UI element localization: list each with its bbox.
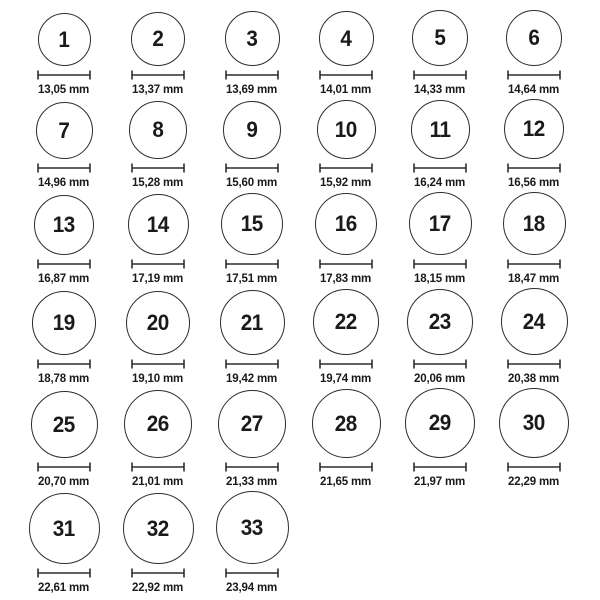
diameter-ruler-icon	[413, 259, 467, 269]
ring-circle	[223, 101, 281, 159]
ring-size-cell	[487, 99, 581, 190]
diameter-ruler-icon	[131, 70, 185, 80]
ring-size-number: 29	[428, 410, 452, 435]
diameter-ruler-icon	[37, 568, 91, 578]
diameter-label: 19,10 mm	[132, 371, 184, 385]
ring-size-number: 20	[146, 310, 170, 335]
diameter-label: 13,37 mm	[132, 82, 184, 96]
ring-circle	[131, 12, 185, 66]
ring-size-number: 27	[240, 411, 264, 436]
ring-size-number: 17	[428, 210, 452, 236]
diameter-ruler-icon	[131, 259, 185, 269]
diameter-ruler-icon	[37, 70, 91, 80]
ring-circle	[313, 289, 379, 355]
diameter-ruler-icon	[319, 259, 373, 269]
ring-circle	[38, 13, 91, 66]
ring-circle	[128, 194, 189, 255]
ring-circle	[225, 11, 280, 66]
diameter-ruler-icon	[131, 163, 185, 173]
ring-circle	[504, 99, 564, 159]
ring-size-number: 23	[428, 309, 452, 334]
diameter-label: 16,56 mm	[508, 175, 560, 189]
diameter-ruler-icon	[131, 462, 185, 472]
chart-row	[17, 192, 600, 286]
chart-row	[17, 288, 600, 386]
ring-circle	[501, 288, 568, 355]
diameter-label: 13,05 mm	[38, 82, 90, 96]
diameter-label: 14,01 mm	[320, 82, 372, 96]
ring-circle	[216, 491, 289, 564]
diameter-ruler-icon	[413, 462, 467, 472]
ring-size-cell	[17, 391, 111, 489]
diameter-label: 14,64 mm	[508, 82, 560, 96]
diameter-label: 22,92 mm	[132, 580, 184, 594]
ring-size-cell	[17, 102, 111, 190]
ring-size-number: 25	[52, 411, 76, 437]
ring-size-number: 15	[240, 211, 264, 236]
ring-size-cell	[393, 289, 487, 386]
diameter-label: 19,42 mm	[226, 371, 278, 385]
ring-circle	[31, 391, 98, 458]
ring-circle	[503, 192, 566, 255]
ring-size-cell	[111, 12, 205, 97]
ring-circle	[34, 195, 94, 255]
diameter-label: 20,06 mm	[414, 371, 466, 385]
ring-size-number: 30	[522, 410, 546, 435]
ring-size-number: 8	[152, 117, 164, 142]
diameter-label: 21,01 mm	[132, 474, 184, 488]
ring-size-cell	[299, 193, 393, 286]
ring-size-cell	[393, 388, 487, 489]
ring-size-number: 32	[146, 515, 170, 541]
diameter-label: 13,69 mm	[226, 82, 278, 96]
ring-size-cell	[205, 193, 299, 286]
diameter-ruler-icon	[225, 568, 279, 578]
ring-size-cell	[17, 291, 111, 386]
ring-size-cell	[299, 289, 393, 386]
ring-size-number: 11	[429, 116, 451, 142]
ring-size-cell	[205, 290, 299, 386]
ring-size-number: 33	[240, 514, 264, 540]
ring-size-cell	[111, 101, 205, 190]
ring-circle	[312, 389, 381, 458]
diameter-label: 18,47 mm	[508, 271, 560, 285]
ring-circle	[499, 388, 569, 458]
ring-circle	[124, 390, 192, 458]
diameter-ruler-icon	[507, 70, 561, 80]
diameter-ruler-icon	[507, 359, 561, 369]
ring-size-cell	[205, 390, 299, 489]
diameter-label: 17,19 mm	[132, 271, 184, 285]
ring-size-number: 26	[146, 411, 170, 436]
diameter-label: 14,96 mm	[38, 175, 90, 189]
diameter-ruler-icon	[37, 359, 91, 369]
ring-size-cell	[393, 10, 487, 97]
ring-circle	[32, 291, 96, 355]
diameter-ruler-icon	[413, 163, 467, 173]
ring-size-cell	[487, 192, 581, 286]
ring-circle	[129, 101, 187, 159]
ring-circle	[409, 192, 472, 255]
ring-size-cell	[487, 288, 581, 386]
chart-row	[17, 388, 600, 489]
diameter-label: 21,65 mm	[320, 474, 372, 488]
ring-size-number: 22	[334, 309, 358, 334]
ring-size-number: 10	[334, 116, 358, 142]
ring-size-number: 24	[522, 308, 546, 334]
ring-circle	[315, 193, 377, 255]
diameter-label: 21,33 mm	[226, 474, 278, 488]
ring-circle	[407, 289, 473, 355]
ring-size-number: 13	[52, 212, 76, 237]
ring-circle	[123, 493, 194, 564]
ring-size-number: 2	[152, 26, 164, 51]
ring-circle	[218, 390, 286, 458]
ring-size-cell	[111, 194, 205, 286]
ring-circle	[221, 193, 283, 255]
diameter-ruler-icon	[507, 462, 561, 472]
ring-size-number: 1	[58, 26, 70, 52]
ring-size-number: 12	[522, 116, 546, 141]
diameter-label: 18,15 mm	[414, 271, 466, 285]
diameter-ruler-icon	[225, 462, 279, 472]
ring-size-cell	[487, 388, 581, 489]
diameter-label: 15,60 mm	[226, 175, 278, 189]
diameter-ruler-icon	[37, 259, 91, 269]
ring-size-number: 18	[522, 210, 546, 236]
ring-size-number: 14	[146, 211, 170, 237]
chart-row	[17, 99, 600, 190]
diameter-label: 16,87 mm	[38, 271, 90, 285]
ring-circle	[506, 10, 562, 66]
ring-circle	[36, 102, 93, 159]
ring-size-cell	[111, 493, 205, 595]
ring-size-number: 31	[52, 515, 76, 541]
chart-row	[17, 491, 600, 595]
diameter-label: 19,74 mm	[320, 371, 372, 385]
ring-size-cell	[393, 100, 487, 190]
ring-size-cell	[17, 195, 111, 286]
diameter-ruler-icon	[319, 70, 373, 80]
ring-size-number: 19	[52, 310, 76, 335]
diameter-label: 15,92 mm	[320, 175, 372, 189]
diameter-ruler-icon	[131, 359, 185, 369]
ring-size-cell	[299, 11, 393, 97]
ring-size-number: 5	[434, 25, 446, 50]
diameter-ruler-icon	[319, 462, 373, 472]
ring-size-number: 7	[58, 117, 70, 143]
diameter-ruler-icon	[413, 359, 467, 369]
ring-size-number: 28	[334, 410, 358, 436]
ring-circle	[412, 10, 468, 66]
diameter-ruler-icon	[319, 359, 373, 369]
ring-circle	[405, 388, 475, 458]
ring-size-cell	[205, 101, 299, 190]
diameter-ruler-icon	[37, 462, 91, 472]
ring-size-cell	[205, 11, 299, 97]
diameter-label: 18,78 mm	[38, 371, 90, 385]
diameter-label: 15,28 mm	[132, 175, 184, 189]
ring-circle	[411, 100, 470, 159]
diameter-ruler-icon	[225, 70, 279, 80]
ring-size-number: 21	[240, 309, 264, 335]
chart-row	[17, 10, 600, 97]
diameter-label: 14,33 mm	[414, 82, 466, 96]
diameter-ruler-icon	[413, 70, 467, 80]
ring-size-cell	[17, 13, 111, 97]
ring-size-cell	[17, 493, 111, 595]
ring-size-cell	[487, 10, 581, 97]
diameter-ruler-icon	[507, 259, 561, 269]
diameter-label: 17,83 mm	[320, 271, 372, 285]
ring-size-cell	[111, 291, 205, 386]
diameter-ruler-icon	[507, 163, 561, 173]
diameter-label: 22,29 mm	[508, 474, 560, 488]
ring-circle	[319, 11, 374, 66]
diameter-label: 22,61 mm	[38, 580, 90, 594]
diameter-label: 17,51 mm	[226, 271, 278, 285]
ring-size-cell	[393, 192, 487, 286]
ring-size-number: 9	[246, 117, 258, 142]
diameter-ruler-icon	[131, 568, 185, 578]
diameter-label: 21,97 mm	[414, 474, 466, 488]
ring-size-number: 4	[340, 25, 352, 51]
ring-circle	[29, 493, 100, 564]
ring-circle	[317, 100, 376, 159]
diameter-ruler-icon	[225, 359, 279, 369]
diameter-ruler-icon	[37, 163, 91, 173]
ring-size-cell	[299, 100, 393, 190]
diameter-ruler-icon	[225, 259, 279, 269]
ring-size-number: 16	[334, 211, 358, 236]
ring-size-number: 6	[528, 25, 540, 50]
diameter-ruler-icon	[319, 163, 373, 173]
ring-circle	[220, 290, 285, 355]
diameter-label: 20,38 mm	[508, 371, 560, 385]
ring-size-number: 3	[246, 25, 258, 51]
ring-size-cell	[299, 389, 393, 489]
diameter-label: 20,70 mm	[38, 474, 90, 488]
diameter-ruler-icon	[225, 163, 279, 173]
diameter-label: 23,94 mm	[226, 580, 278, 594]
ring-size-cell	[111, 390, 205, 489]
ring-circle	[126, 291, 190, 355]
ring-size-cell	[205, 491, 299, 595]
diameter-label: 16,24 mm	[414, 175, 466, 189]
